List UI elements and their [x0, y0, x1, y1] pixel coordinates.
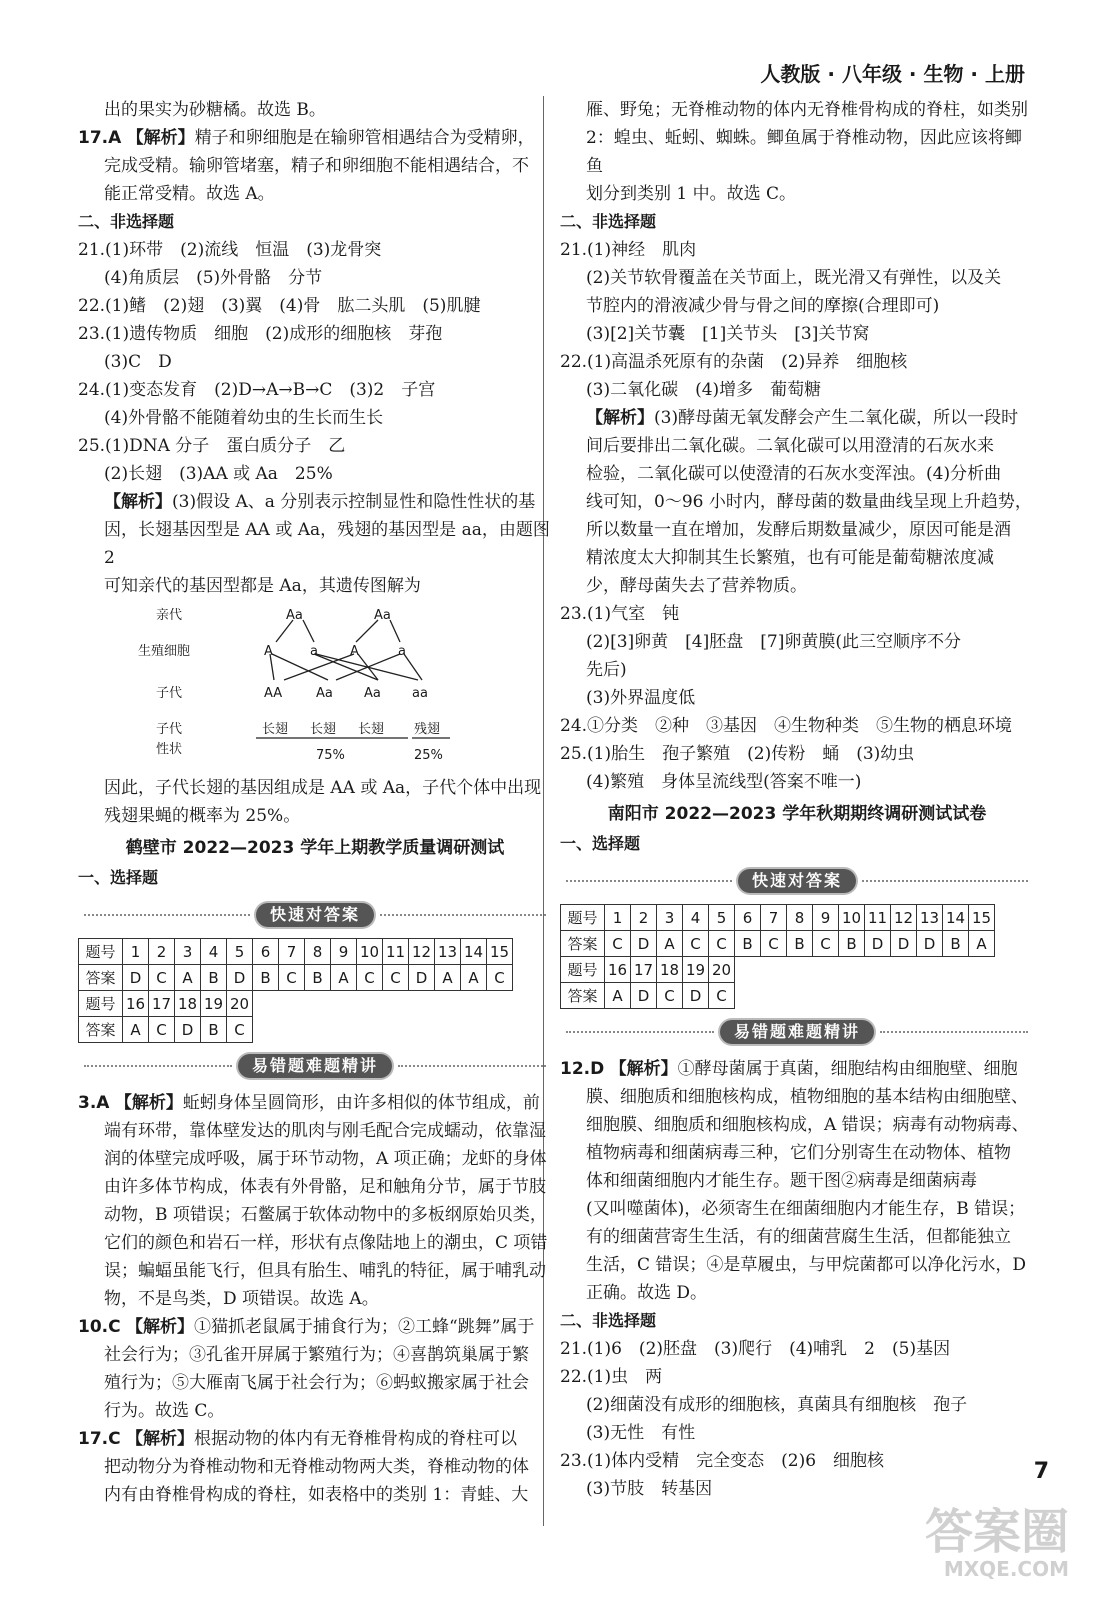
answer-3: 3.A 【解析】蚯蚓身体呈圆筒形，由许多相似的体节组成，前 [78, 1093, 540, 1113]
header-cell: 题号 [79, 939, 123, 965]
watermark-logo: 答案圈 MXQE.COM [924, 1504, 1069, 1581]
text-line: 误；蝙蝠虽能飞行，但具有胎生、哺乳的特征，属于哺乳动 [104, 1261, 546, 1281]
text-line: 划分到类别 1 中。故选 C。 [586, 184, 797, 204]
text-line: 间后要排出二氧化碳。二氧化碳可以用澄清的石灰水来 [586, 436, 994, 456]
table-row: 答案 A C D B C [79, 1017, 513, 1043]
offspring-genotype: aa [412, 686, 428, 701]
text-line: 行为。故选 C。 [104, 1401, 225, 1421]
exam-title: 南阳市 2022—2023 学年秋期期终调研测试试卷 [607, 804, 987, 824]
text-line: 膜、细胞质和细胞核构成，植物细胞的基本结构由细胞壁、 [586, 1087, 1028, 1107]
text-line: 殖行为；⑤大雁南飞属于社会行为；⑥蚂蚁搬家属于社会 [104, 1373, 529, 1393]
answer-25: 25.(1)DNA 分子 蛋白质分子 乙 [78, 436, 346, 456]
header-cell: 题号 [79, 991, 123, 1017]
text-line: 体和细菌细胞内才能生存。题干图②病毒是细菌病毒 [586, 1171, 977, 1191]
text-line: (3)二氧化碳 (4)增多 葡萄糖 [586, 380, 822, 400]
answer-24: 24.①分类 ②种 ③基因 ④生物种类 ⑤生物的栖息环境 [560, 716, 1013, 736]
genetic-diagram [78, 602, 552, 770]
text-line: (3)[2]关节囊 [1]关节头 [3]关节窝 [586, 324, 870, 344]
text-line: 端有环带，靠体壁发达的肌肉与刚毛配合完成蠕动，依靠湿 [104, 1121, 546, 1141]
text-line: (3)C D [104, 352, 172, 372]
header-cell: 答案 [79, 965, 123, 991]
text-line: 完成受精。输卵管堵塞，精子和卵细胞不能相遇结合，不 [104, 156, 529, 176]
gamete: a [398, 644, 406, 659]
trait: 长翅 [358, 722, 385, 737]
table-row: 题号 16 17 18 19 20 [561, 957, 995, 983]
trait: 残翅 [414, 722, 441, 737]
page-number: 7 [1033, 1459, 1049, 1484]
text-line: 2：蝗虫、蚯蚓、蜘蛛。鲫鱼属于脊椎动物，因此应该将鲫鱼 [586, 128, 1022, 176]
header-cell: 答案 [561, 983, 605, 1009]
answer-23: 23.(1)气室 钝 [560, 604, 680, 624]
gamete: A [350, 644, 359, 659]
trait: 长翅 [262, 722, 289, 737]
answer-17: 17.A 【解析】精子和卵细胞是在输卵管相遇结合为受精卵， [78, 128, 535, 148]
text-line: 动物，B 项错误；石鳖属于软体动物中的多板纲原始贝类， [104, 1205, 547, 1225]
section-heading: 一、选择题 [78, 868, 159, 887]
text-line: 因，长翅基因型是 AA 或 Aa，残翅的基因型是 aa，由题图 2 [104, 520, 550, 568]
answer-table [560, 904, 995, 1009]
table-row: 答案 D C A B D B C B A C C D A A C [79, 965, 513, 991]
offspring-genotype: Aa [316, 686, 333, 701]
answer-25: 25.(1)胎生 孢子繁殖 (2)传粉 蛹 (3)幼虫 [560, 744, 915, 764]
trait-label: 子代 [156, 722, 183, 737]
table-row: 题号 1 2 3 4 5 6 7 8 9 10 11 12 13 14 15 [79, 939, 513, 965]
trait: 长翅 [310, 722, 337, 737]
page-header: 人教版 · 八年级 · 生物 · 上册 [760, 62, 1025, 86]
offspring-genotype: Aa [364, 686, 381, 701]
text-line: (2)细菌没有成形的细胞核，真菌具有细胞核 孢子 [586, 1395, 968, 1415]
header-cell: 题号 [561, 905, 605, 931]
parent-label: 亲代 [156, 608, 183, 623]
table-row: 题号 16 17 18 19 20 [79, 991, 513, 1017]
text-line: 雁、野兔；无脊椎动物的体内无脊椎骨构成的脊柱，如类别 [586, 100, 1028, 120]
header-cell: 答案 [561, 931, 605, 957]
text-line: 因此，子代长翅的基因组成是 AA 或 Aa，子代个体中出现 [104, 778, 542, 798]
text-line: 【解析】(3)假设 A、a 分别表示控制显性和隐性性状的基 [104, 492, 536, 512]
answer-10: 10.C 【解析】①猫抓老鼠属于捕食行为；②工蜂“跳舞”属于 [78, 1317, 535, 1337]
text-line: 物，不是鸟类，D 项错误。故选 A。 [104, 1289, 379, 1309]
text-line: (2)长翅 (3)AA 或 Aa 25% [104, 464, 333, 484]
section-heading: 二、非选择题 [560, 1311, 657, 1330]
answer-22: 22.(1)鳍 (2)翅 (3)翼 (4)骨 肱二头肌 (5)肌腱 [78, 296, 481, 316]
text-line: 出的果实为砂糖橘。故选 B。 [104, 100, 326, 120]
answer-23: 23.(1)遗传物质 细胞 (2)成形的细胞核 芽孢 [78, 324, 443, 344]
answer-21: 21.(1)神经 肌肉 [560, 240, 697, 260]
answer-23: 23.(1)体内受精 完全变态 (2)6 细胞核 [560, 1451, 885, 1471]
text-line: (4)角质层 (5)外骨骼 分节 [104, 268, 323, 288]
answer-21: 21.(1)6 (2)胚盘 (3)爬行 (4)哺乳 2 (5)基因 [560, 1339, 951, 1359]
gamete: a [310, 644, 318, 659]
table-row: 题号 1 2 3 4 5 6 7 8 9 10 11 12 13 14 15 [561, 905, 995, 931]
offspring-label: 子代 [156, 686, 183, 701]
text-line: 先后) [586, 660, 627, 680]
text-line: 【解析】(3)酵母菌无氧发酵会产生二氧化碳，所以一段时 [586, 408, 1019, 428]
percent: 25% [414, 748, 443, 763]
text-line: 由许多体节构成，体表有外骨骼，足和触角分节，属于节肢 [104, 1177, 546, 1197]
text-line: (3)节肢 转基因 [586, 1479, 713, 1499]
text-line: 线可知，0～96 小时内，酵母菌的数量曲线呈现上升趋势， [586, 492, 1032, 512]
text-line: 有的细菌营寄生生活，有的细菌营腐生生活，但都能独立 [586, 1227, 1011, 1247]
percent: 75% [316, 748, 345, 763]
text-line: (2)[3]卵黄 [4]胚盘 [7]卵黄膜(此三空顺序不分 [586, 632, 961, 652]
text-line: 生活，C 错误；④是草履虫，与甲烷菌都可以净化污水，D [586, 1255, 1027, 1275]
text-line: 残翅果蝇的概率为 25%。 [104, 806, 301, 826]
text-line: 润的体壁完成呼吸，属于环节动物，A 项正确；龙虾的身体 [104, 1149, 547, 1169]
text-line: 可知亲代的基因型都是 Aa，其遗传图解为 [104, 576, 421, 596]
answer-22: 22.(1)虫 两 [560, 1367, 663, 1387]
parent-genotype: Aa [374, 608, 391, 623]
explanation-banner: 易错题难题精讲 [78, 1049, 552, 1083]
text-line: (4)外骨骼不能随着幼虫的生长而生长 [104, 408, 384, 428]
header-cell: 答案 [79, 1017, 123, 1043]
text-line: 精浓度太大抑制其生长繁殖，也有可能是葡萄糖浓度减 [586, 548, 994, 568]
gamete-label: 生殖细胞 [138, 644, 191, 659]
answer-17c: 17.C 【解析】根据动物的体内有无脊椎骨构成的脊柱可以 [78, 1429, 517, 1449]
header-cell: 题号 [561, 957, 605, 983]
genetic-diagram-arrows [78, 602, 552, 770]
text-line: 把动物分为脊椎动物和无脊椎动物两大类，脊椎动物的体 [104, 1457, 529, 1477]
text-line: 节腔内的滑液减少骨与骨之间的摩擦(合理即可) [586, 296, 940, 316]
text-line: 所以数量一直在增加，发酵后期数量减少，原因可能是酒 [586, 520, 1011, 540]
text-line: 植物病毒和细菌病毒三种，它们分别寄生在动物体、植物 [586, 1143, 1011, 1163]
text-line: (2)关节软骨覆盖在关节面上，既光滑又有弹性，以及关 [586, 268, 1002, 288]
text-line: (3)外界温度低 [586, 688, 696, 708]
trait-label: 性状 [156, 742, 183, 757]
answer-24: 24.(1)变态发育 (2)D→A→B→C (3)2 子宫 [78, 380, 436, 400]
section-heading: 一、选择题 [560, 834, 641, 853]
gamete: A [264, 644, 273, 659]
parent-genotype: Aa [286, 608, 303, 623]
text-line: 细胞膜、细胞质和细胞核构成，A 错误；病毒有动物病毒、 [586, 1115, 1029, 1135]
text-line: 内有由脊椎骨构成的脊柱，如表格中的类别 1：青蛙、大 [104, 1485, 529, 1505]
quick-answer-banner: 快速对答案 [560, 864, 1034, 898]
offspring-genotype: AA [264, 686, 283, 701]
answer-22: 22.(1)高温杀死原有的杂菌 (2)异养 细胞核 [560, 352, 908, 372]
table-row: 答案 C D A C C B C B C B D D D B A [561, 931, 995, 957]
text-line: (3)无性 有性 [586, 1423, 696, 1443]
explanation-banner: 易错题难题精讲 [560, 1015, 1034, 1049]
exam-title: 鹤壁市 2022—2023 学年上期教学质量调研测试 [125, 838, 505, 858]
text-line: 少，酵母菌失去了营养物质。 [586, 576, 807, 596]
text-line: 社会行为；③孔雀开屏属于繁殖行为；④喜鹊筑巢属于繁 [104, 1345, 529, 1365]
table-row: 答案 A D C D C [561, 983, 995, 1009]
text-line: (4)繁殖 身体呈流线型(答案不唯一) [586, 772, 862, 792]
text-line: 它们的颜色和岩石一样，形状有点像陆地上的潮虫，C 项错 [104, 1233, 548, 1253]
left-column [78, 96, 552, 1509]
quick-answer-banner: 快速对答案 [78, 898, 552, 932]
section-heading: 二、非选择题 [560, 212, 657, 231]
right-column [560, 96, 1034, 1503]
text-line: 正确。故选 D。 [586, 1283, 708, 1303]
answer-21: 21.(1)环带 (2)流线 恒温 (3)龙骨突 [78, 240, 382, 260]
text-line: 能正常受精。故选 A。 [104, 184, 275, 204]
answer-table [78, 938, 513, 1043]
section-heading: 二、非选择题 [78, 212, 175, 231]
text-line: 检验，二氧化碳可以使澄清的石灰水变浑浊。(4)分析曲 [586, 464, 1002, 484]
text-line: (又叫噬菌体)，必须寄生在细菌细胞内才能生存，B 错误； [586, 1199, 1026, 1219]
answer-12: 12.D 【解析】①酵母菌属于真菌，细胞结构由细胞壁、细胞 [560, 1059, 1018, 1079]
